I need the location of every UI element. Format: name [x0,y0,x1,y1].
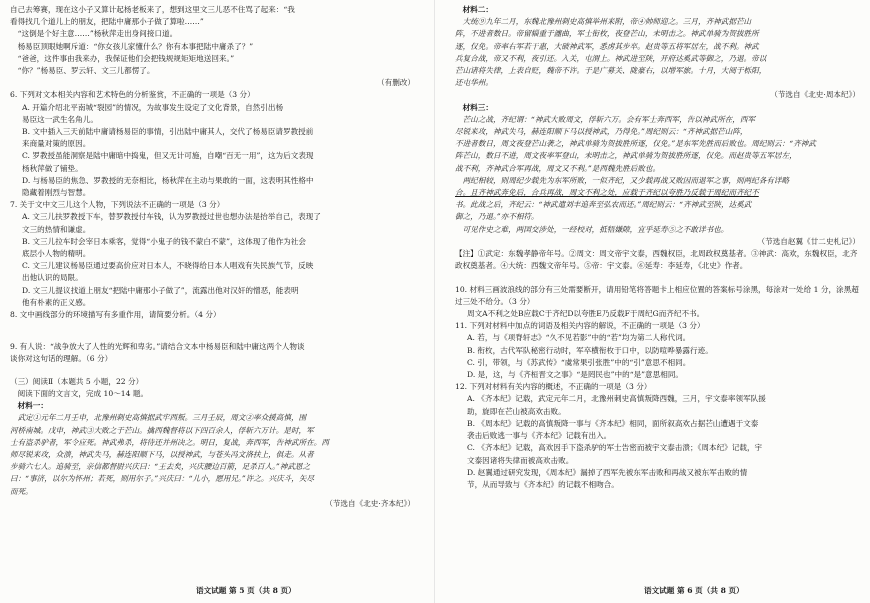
option: 文泰因诸将失律而被高欢击败。 [467,455,574,465]
option: C. 《齐本纪》记载，高欢因手下盗杀驴的军士告密而被宇文泰击溃；《周本纪》记载，宇 [467,443,763,453]
option: A. 开篇介绍北平南城“裂园”的情况，为故事发生设定了文化背景，自然引出杨 [22,102,284,112]
classical-line: 芒山诸将失律，上表自贬，魏帝不许。于是广募关、陇豪右，以增军旅。十月，大阅于栎阳， [455,66,767,76]
question-10: 10. 材料三画波浪线的部分有三处需要断开，请用铅笔将答题卡上相应位置的答案标号涂黑，每涂对一处给 1 分，涂黑超过三处不给分。（3 分） [455,285,859,307]
classical-line: 大统⑨九年二月，东魏北豫州刺史高慎举州来附，帝④帅师迎之。三月，齐神武据芒山 [462,17,752,27]
classical-line: 而死。 [10,486,33,496]
source-note: （节选自赵翼《廿二史札记》） [757,236,860,246]
classical-line: 御之，乃退。”亦不相符。 [455,212,539,222]
question-11: 11. 下列对材料中加点的词语及相关内容的解说，不正确的一项是（3 分） [455,321,705,331]
story-line: “你？”杨易臣、罗云轩、文三儿都愣了。 [17,66,155,76]
option: 易臣这一武生名角儿。 [22,114,98,124]
question-8: 8. 文中画线部分的环境描写有多重作用，请简要分析。（4 分） [10,310,221,320]
option: 节，从而导致与《齐本纪》的记载不相吻合。 [467,479,619,489]
story-line: “这倒是个好主意……”杨秋萍走出身间接口道。 [17,29,178,39]
option: 隐藏着刚烈与智慧。 [22,188,91,198]
source-note: （有删改） [377,78,415,88]
story-line: 看得找几个道儿上的朋友，把陆中庸那小子做了算啦……” [10,17,204,27]
option: C. 文三儿建议杨易臣通过要高价应对日本人，不晓得给日本人唱戏有失民族气节，反映 [22,261,314,271]
option: C. 罗教授虽能洞察是陆中庸暗中捣鬼，但又无计可施，自嘲“百无一用”，这为后文表现 [22,151,314,161]
source-note: （节选自《北史·周本纪》） [770,90,860,100]
classical-line: 步骑六七人。追骑至，亲信都督尉兴庆曰：“王去矣，兴庆腰边百箭，足杀百人。”神武恩之 [10,462,311,472]
option: 底层小人物的精明。 [22,249,91,259]
material-1-heading: 材料一： [17,401,48,411]
classical-line: 芒山之战，齐纪谓：“神武大败周文，俘斩六万。会有军士奔西军，告以神武所在，西军 [462,114,756,124]
classical-line: 战不利，齐神武合军再战，周文又不利。”是西魏先胜后败也。 [455,163,661,173]
question-10-sentence: 周文A不利之处B应载C于齐纪D以夸胜E乃反载F于周纪G而齐纪不书。 [467,309,705,319]
classical-line: 还屯华州。 [455,78,493,88]
classical-line: 武定①元年二月壬申，北豫州刺史高慎据武牢西叛。三月壬辰，周文②率众援高慎，围 [17,413,307,423]
question-12: 12. 下列对材料有关内容的概述，不正确的一项是（3 分） [455,382,652,392]
option: B. 《周本纪》记载的高慎叛降一事与《齐本纪》相同，面所叙高欢占据芒山遭遇于文泰 [467,418,759,428]
story-line: “爸爸，这件事由我来办，我保证他们会把钱规规矩矩地送回来。” [17,53,235,63]
option: 杨秋萍做了铺垫。 [22,163,83,173]
option: 袭击后败逃一事与《齐本纪》记载有出入。 [467,431,612,441]
source-note: （节选自《北史·齐本纪》） [325,498,415,508]
option: A. 文三儿扶罗教授下车，替罗教授付车钱，认为罗教授过世也想办法是抬举自己，表现了 [22,212,321,222]
option: D. 赵翼通过研究发现，《周本纪》漏掉了西军先被东军击败和再战又被东军击败的情 [467,467,748,477]
option: C. 引，带领，与《苏武传》“虞常果引张胜”中的“引”意思不相同。 [467,357,691,367]
option: D. 文三儿提议找道上朋友“把陆中庸那小子做了”，流露出他对汉奸的憎恶，能表明 [22,285,299,295]
classical-line: 兵复合战，帝又不利，夜引还。入关，屯渭上。神武进至陕，开府达奚武等御之，乃退。帝以 [455,53,767,63]
classical-line: 曰：“事济，以尔为怀州；若死，则用尔子。”兴庆曰：“儿小，愿用兄。”许之。兴庆斗，矢尽 [10,474,315,484]
option: B. 文三儿拉车时会宰日本乘客，觉得“小鬼子的钱不蒙白不蒙”，这体现了他作为社会 [22,236,306,246]
classical-line: 可见作史之难，两国交涉处，一经校对，抵牾嫌隙，宜乎延寿⑤之不敢详书也。 [462,224,729,234]
section-heading: （三）阅读Ⅱ（本题共 5 小题，22 分） [10,376,144,386]
option: 来商量对策的原因。 [22,139,91,149]
classical-line: 阵，不进者数日。帝留辎重于瀍曲，军士衔枚，夜登芒山，未明击之。神武单骑为贺拔胜所 [455,29,759,39]
classical-line: 逐，仅免。帝率右军若干惠，大破神武军，悉虏其步卒。赵贵等五将军居左，战不利。神武 [455,41,759,51]
classical-line: 尽锐来攻，神武失马，赫连阳顺下马以授神武，乃得免。”周纪则云：“齐神武据芒山阵， [455,127,748,137]
option: B. 衔枚，古代军队秘密行动时，军卒横衔枚于口中，以防喧哗暴露行迹。 [467,345,713,355]
classical-line: 书。此战之后，齐纪云：“神武遣刘丰追奔至弘农而还。”周纪则云：“齐神武至陕，达奚武 [455,200,752,210]
classical-line: 两纪相较，则周纪少载先为东军所败，一似齐纪，又少载再战又败因而退军之事，则两纪各有详略 [462,175,790,185]
classical-line: 不进者数日，周文夜登芒山袭之，神武单骑为贺拔胜所逐，仅免。”是东军先胜而后败也。周纪则云：“齐神武 [455,139,816,149]
question-9-cont: 谈你对这句话的理解。（6 分） [10,354,113,364]
option: D. 是，这，与《齐桓晋文之事》“是罔民也”中的“是”意思相同。 [467,370,684,380]
question-6: 6. 下列对文本相关内容和艺术特色的分析鉴赏，不正确的一项是（3 分） [10,90,255,100]
option: 文三的热情和谦虚。 [22,224,91,234]
question-9: 9. 有人说：“战争放大了人性的光辉和卑劣。”请结合文本中杨易臣和陆中庸这两个人物谈 [10,342,305,352]
story-line: 自己去筹赛，现在这小子又算计起杨老板来了，想到这里文三儿恶不住骂了起来：“我 [10,5,295,14]
classical-line: 河桥南城。戊申，神武③大败之于芒山。擒西魏督将以下四百余人，俘斩六万计。是时，军 [10,425,314,435]
right-page [455,4,860,491]
wavy-underlined-line: 合。且齐神武奔免后，合兵再战，周文不利之处，应载于齐纪以夸胜乃反载于周纪而齐纪不 [455,188,759,198]
section-instruction: 阅读下面的文言文，完成 10～14 题。 [17,388,149,398]
classical-line: 阵芒山，数日不进，周文夜率军登山，未明击之，神武单骑为贺拔胜所逐，仅免。而赵贵等五军居左， [455,151,797,161]
annotation-notes: 【注】①武定：东魏孝静帝年号。②周文：周文帝宇文泰，西魏权臣，北周政权奠基者。③神武：高欢，东魏权臣，北齐政权奠基者。④大统：西魏文帝年号。⑤帝：宇文泰。⑥延寿：李延寿，《北史》作者。 [455,249,858,271]
option: 出他认识的局限。 [22,273,83,283]
option: 他有朴素的正义感。 [22,297,91,307]
option: 助，旋即在芒山被高欢击败。 [467,406,566,416]
classical-line: 师尽锐来攻，众溃，神武失马，赫连阳顺下马，以授神武，与苍头冯文洛扶上，俱走。从者 [10,449,314,459]
story-line: 杨易臣顶眼她啊斥道：“你女孩儿家懂什么？你有本事把陆中庸杀了？” [17,41,254,51]
classical-line: 士有盗杀驴者，军令应死。神武弗杀，将待还并州决之。明日，复战，奔西军，告神武所在。西 [10,437,329,447]
page-footer-right: 语文试题 第 6 页（共 8 页） [644,586,744,595]
page-divider [434,0,435,603]
material-2-heading: 材料二： [462,5,493,14]
option: D. 与杨易臣的焦急、罗教授的无奈相比，杨秋萍在主动与果敢的一面，这表明其性格中 [22,175,314,185]
question-7: 7. 关于文中文三儿这个人物，下列说法不正确的一项是（3 分） [10,200,225,210]
left-page [10,4,415,510]
option: B. 文中插入三天前陆中庸请杨易臣的事情，引出陆中庸其人，交代了杨易臣请罗教授前 [22,127,314,137]
page-footer-left: 语文试题 第 5 页（共 8 页） [196,586,296,595]
option: A. 若，与《项脊轩志》“久不见若影”中的“若”均为第二人称代词。 [467,333,691,343]
option: A. 《齐本纪》记载，武定元年二月，北豫州刺史高慎叛降西魏，三月，宇文泰率领军队援 [467,394,766,404]
material-3-heading: 材料三： [462,102,493,112]
